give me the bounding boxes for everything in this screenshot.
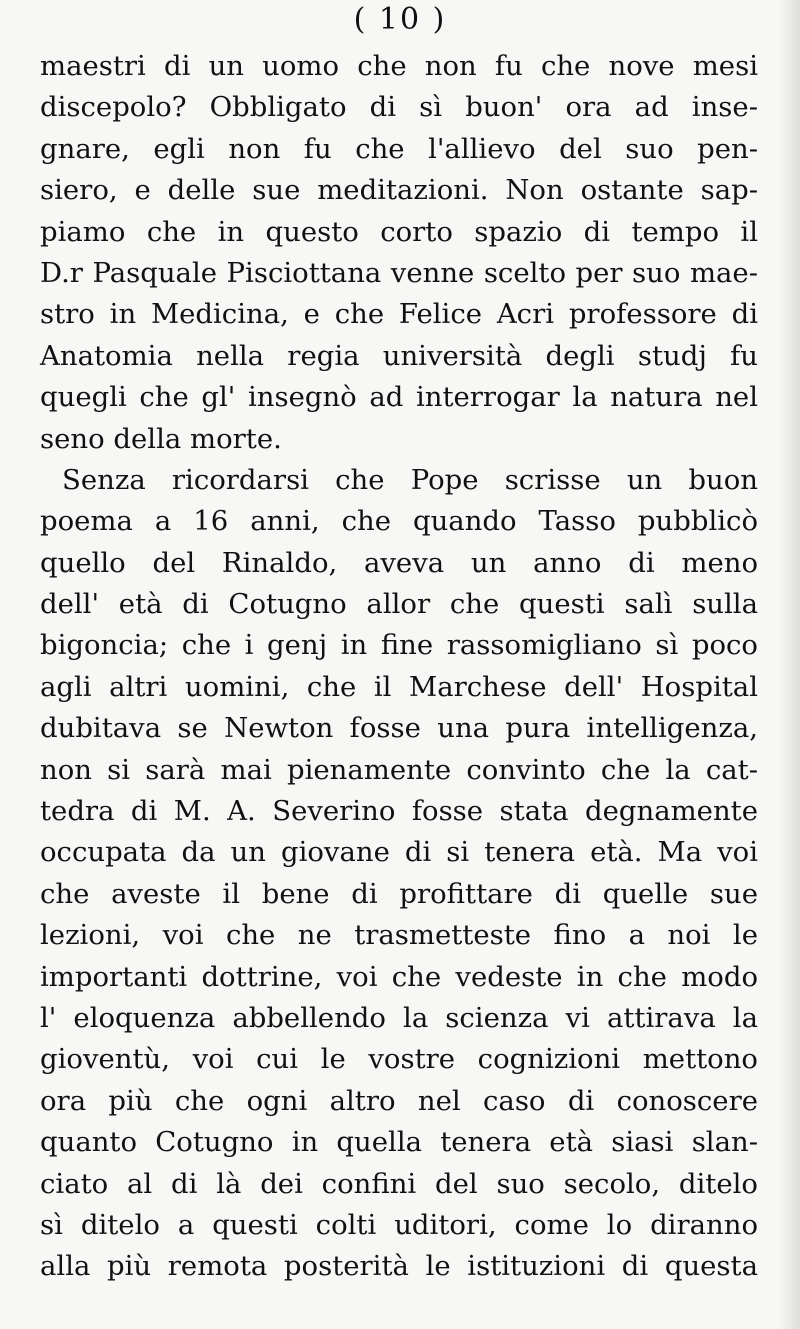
body-text	[40, 46, 758, 1288]
text-line: quello del Rinaldo, aveva un anno di meno	[40, 546, 758, 579]
text-line: bigoncia; che i genj in fine rassomigliano sì poco	[40, 629, 758, 662]
text-line: siero, e delle sue meditazioni. Non ostante sap-	[40, 174, 758, 207]
text-line: ora più che ogni altro nel caso di conoscere	[40, 1084, 758, 1117]
text-line: gnare, egli non fu che l'allievo del suo pen-	[40, 132, 758, 165]
text-line: quanto Cotugno in quella tenera età siasi slan-	[40, 1126, 758, 1159]
text-line: Anatomia nella regia università degli studj fu	[40, 339, 758, 372]
text-line: alla più remota posterità le istituzioni di questa	[40, 1250, 758, 1283]
text-line: non si sarà mai pienamente convinto che la cat-	[40, 753, 758, 786]
text-line: D.r Pasquale Pisciottana venne scelto per suo mae-	[40, 256, 758, 289]
text-line: gioventù, voi cui le vostre cognizioni mettono	[40, 1043, 758, 1076]
text-line: poema a 16 anni, che quando Tasso pubblicò	[40, 505, 758, 538]
text-line: che aveste il bene di profittare di quelle sue	[40, 877, 758, 910]
text-line: maestri di un uomo che non fu che nove mesi	[40, 50, 758, 82]
text-line: l' eloquenza abbellendo la scienza vi attirava la	[40, 1001, 758, 1034]
text-line: dubitava se Newton fosse una pura intelligenza,	[40, 712, 758, 745]
text-line: agli altri uomini, che il Marchese dell' Hospital	[40, 670, 758, 703]
text-line: discepolo? Obbligato di sì buon' ora ad inse-	[40, 91, 758, 124]
text-line: Senza ricordarsi che Pope scrisse un buon	[62, 463, 758, 496]
page-edge-shadow	[778, 0, 800, 1329]
text-line: piamo che in questo corto spazio di tempo il	[40, 215, 758, 248]
text-line: seno della morte.	[40, 422, 282, 455]
text-line: tedra di M. A. Severino fosse stata degnamente	[40, 795, 758, 828]
text-line: lezioni, voi che ne trasmetteste fino a noi le	[40, 919, 758, 952]
page-number: ( 10 )	[353, 2, 447, 37]
text-line: stro in Medicina, e che Felice Acri professore di	[40, 298, 758, 331]
text-line: ciato al di là dei confini del suo secolo, ditelo	[40, 1167, 758, 1200]
text-line: occupata da un giovane di si tenera età. Ma voi	[40, 836, 758, 869]
text-line: quegli che gl' insegnò ad interrogar la natura nel	[40, 381, 758, 414]
text-line: dell' età di Cotugno allor che questi salì sulla	[40, 588, 758, 621]
text-line: importanti dottrine, voi che vedeste in che modo	[40, 960, 758, 993]
text-line: sì ditelo a questi colti uditori, come lo diranno	[40, 1208, 758, 1241]
